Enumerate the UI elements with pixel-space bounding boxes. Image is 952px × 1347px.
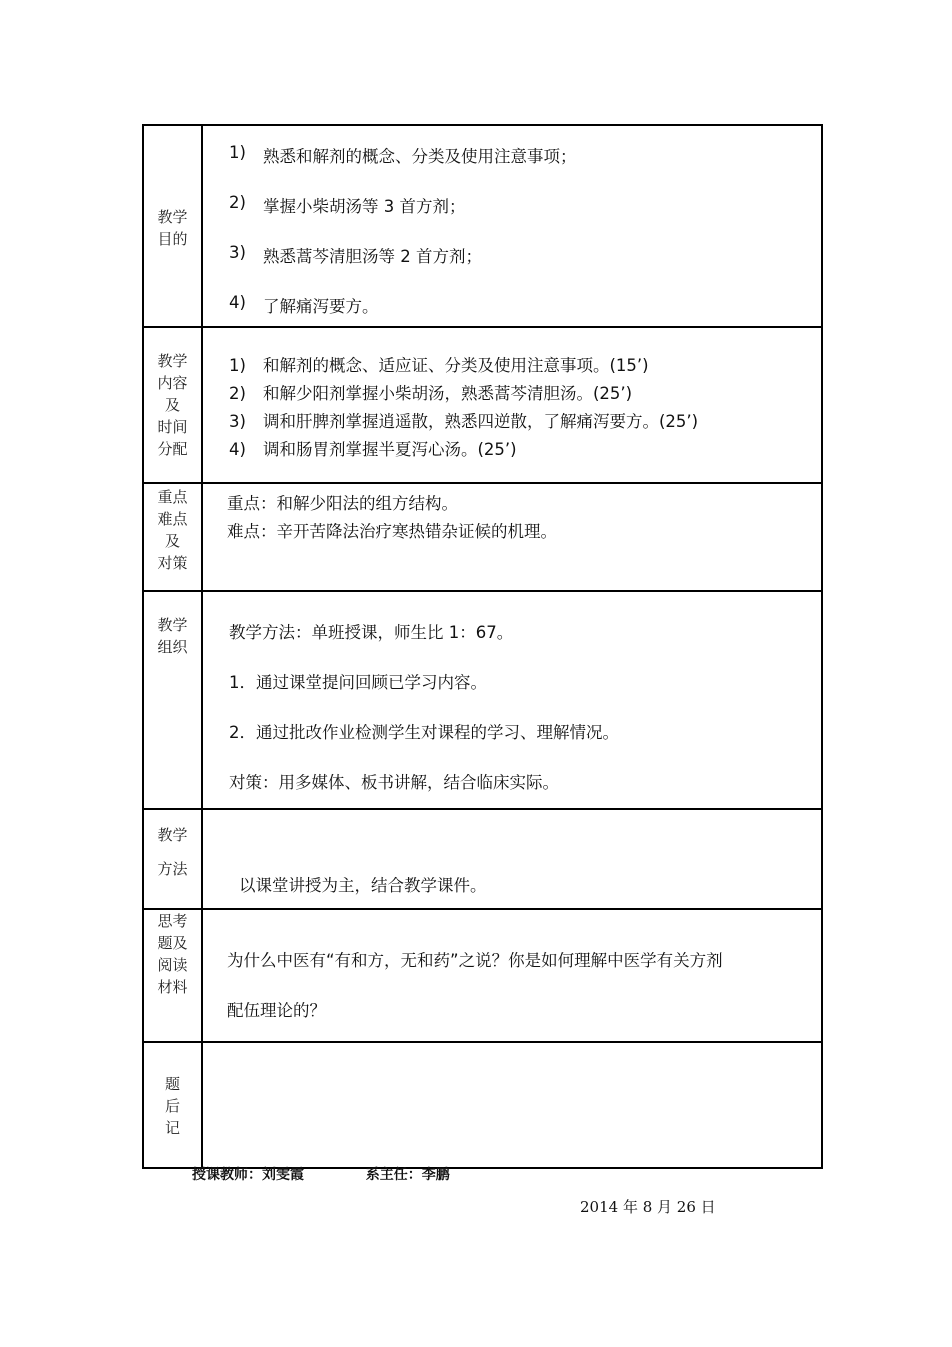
list-item xyxy=(229,243,821,293)
method-content xyxy=(202,809,822,909)
method-text: 以课堂讲授为主，结合教学课件。 xyxy=(239,876,487,895)
lesson-plan-table xyxy=(142,124,823,1169)
objectives-label-line: 教学 xyxy=(157,208,188,226)
director-signature: 系主任：李鹏 xyxy=(365,1167,450,1183)
organization-label-line: 组织 xyxy=(157,638,188,656)
organization-content xyxy=(202,591,822,809)
key-points-content xyxy=(202,483,822,591)
signature-line xyxy=(192,1164,450,1184)
document-date: 2014 年 8 月 26 日 xyxy=(580,1198,716,1216)
objectives-list xyxy=(203,126,821,323)
objectives-row xyxy=(143,125,822,327)
reflection-line: 为什么中医有“有和方，无和药”之说？你是如何理解中医学有关方剂 xyxy=(227,951,723,970)
item-number: 1) xyxy=(229,356,246,375)
list-item xyxy=(229,436,821,464)
reflection-label-line: 思考 xyxy=(157,912,188,930)
method-label-cell xyxy=(143,809,202,909)
postscript-content xyxy=(202,1042,822,1168)
teacher-signature: 授课教师：刘雯霞 xyxy=(192,1167,304,1183)
organization-line: 教学方法：单班授课，师生比 1：67。 xyxy=(229,623,514,642)
item-text: 调和肠胃剂掌握半夏泻心汤。(25’) xyxy=(263,440,517,459)
item-text: 了解痛泻要方。 xyxy=(263,297,379,316)
item-text: 熟悉蒿芩清胆汤等 2 首方剂； xyxy=(263,247,482,266)
organization-line: 2．通过批改作业检测学生对课程的学习、理解情况。 xyxy=(229,723,619,742)
content-allocation-label-cell xyxy=(143,327,202,483)
objectives-content xyxy=(202,125,822,327)
reflection-line: 配伍理论的？ xyxy=(227,1001,326,1020)
method-row xyxy=(143,809,822,909)
list-item xyxy=(229,193,821,243)
item-number: 4) xyxy=(229,293,246,312)
organization-line: 1．通过课堂提问回顾已学习内容。 xyxy=(229,673,487,692)
key-points-row xyxy=(143,483,822,591)
objectives-label-line: 目的 xyxy=(157,230,188,248)
list-item xyxy=(229,408,821,436)
list-item xyxy=(229,380,821,408)
item-number: 2) xyxy=(229,193,246,212)
postscript-text xyxy=(203,1043,821,1053)
item-text: 熟悉和解剂的概念、分类及使用注意事项； xyxy=(263,147,577,166)
content-allocation-label-line: 教学 xyxy=(157,352,188,370)
method-label-line: 方法 xyxy=(157,860,188,878)
list-item xyxy=(229,143,821,193)
organization-line: 对策：用多媒体、板书讲解，结合临床实际。 xyxy=(229,773,559,792)
item-number: 3) xyxy=(229,412,246,431)
reflection-row xyxy=(143,909,822,1042)
item-text: 和解剂的概念、适应证、分类及使用注意事项。(15’) xyxy=(263,356,649,375)
content-allocation-label-line: 及 xyxy=(164,396,180,414)
key-points-label-line: 难点 xyxy=(157,510,188,528)
content-allocation-label-line: 时间 xyxy=(157,418,188,436)
item-number: 2) xyxy=(229,384,246,403)
postscript-row xyxy=(143,1042,822,1168)
postscript-label-line: 题 xyxy=(164,1075,180,1093)
key-points-label-line: 及 xyxy=(164,532,180,550)
method-label-line: 教学 xyxy=(157,826,188,844)
postscript-label-line: 后 xyxy=(164,1097,180,1115)
organization-row xyxy=(143,591,822,809)
reflection-content xyxy=(202,909,822,1042)
reflection-label-line: 阅读 xyxy=(157,956,188,974)
reflection-label-cell xyxy=(143,909,202,1042)
item-text: 调和肝脾剂掌握逍遥散，熟悉四逆散，了解痛泻要方。(25’) xyxy=(263,412,699,431)
content-allocation-label-line: 内容 xyxy=(157,374,188,392)
list-item xyxy=(229,352,821,380)
item-number: 3) xyxy=(229,243,246,262)
postscript-label-line: 记 xyxy=(164,1119,180,1137)
content-allocation-row xyxy=(143,327,822,483)
key-point-line: 重点：和解少阳法的组方结构。 xyxy=(227,494,458,513)
reflection-label-line: 题及 xyxy=(157,934,188,952)
key-points-label-cell xyxy=(143,483,202,591)
difficult-point-line: 难点：辛开苦降法治疗寒热错杂证候的机理。 xyxy=(227,522,557,541)
reflection-label-line: 材料 xyxy=(157,978,188,996)
item-text: 掌握小柴胡汤等 3 首方剂； xyxy=(263,197,466,216)
content-allocation-content xyxy=(202,327,822,483)
organization-label-line: 教学 xyxy=(157,616,188,634)
content-allocation-label-line: 分配 xyxy=(157,440,188,458)
objectives-label-cell xyxy=(143,125,202,327)
item-number: 4) xyxy=(229,440,246,459)
item-text: 和解少阳剂掌握小柴胡汤，熟悉蒿芩清胆汤。(25’) xyxy=(263,384,633,403)
item-number: 1) xyxy=(229,143,246,162)
postscript-label-cell xyxy=(143,1042,202,1168)
list-item xyxy=(229,293,821,323)
organization-label-cell xyxy=(143,591,202,809)
key-points-label-line: 对策 xyxy=(157,554,188,572)
content-allocation-list xyxy=(203,328,821,464)
key-points-label-line: 重点 xyxy=(157,488,188,506)
